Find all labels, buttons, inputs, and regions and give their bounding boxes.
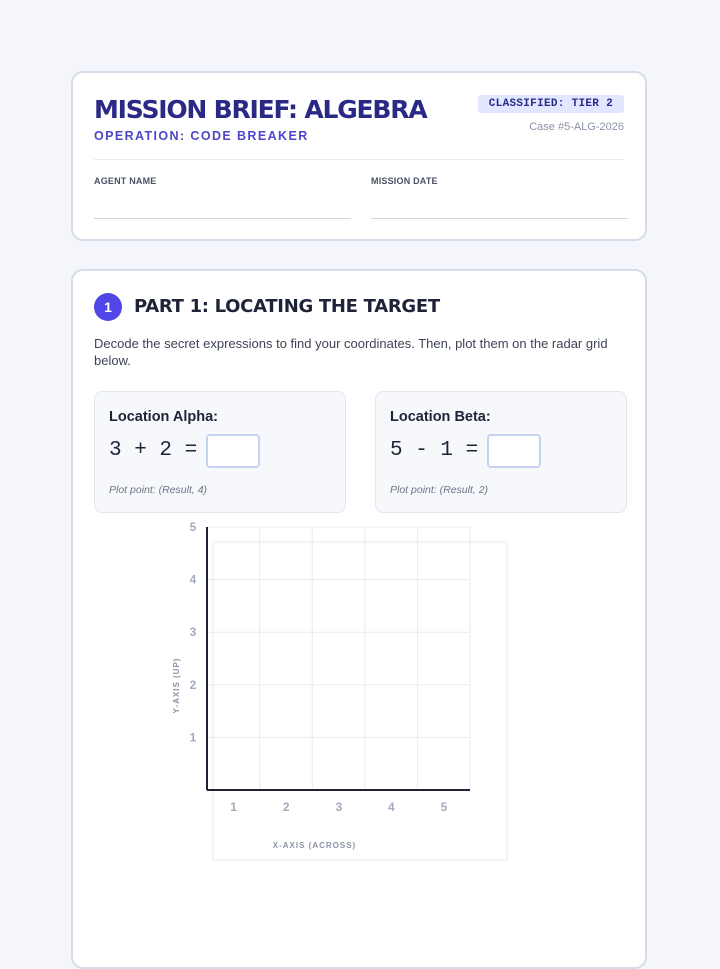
mission-date-label: MISSION DATE — [371, 176, 438, 186]
operation-subtitle: OPERATION: CODE BREAKER — [94, 129, 309, 143]
y-tick-label: 1 — [189, 730, 197, 745]
y-tick-label: 2 — [189, 677, 197, 692]
x-tick-label: 1 — [230, 800, 237, 814]
location-alpha-title: Location Alpha: — [109, 409, 219, 425]
mission-title: MISSION BRIEF: ALGEBRA — [94, 95, 427, 124]
mission-date-field[interactable] — [371, 218, 628, 219]
y-axis-label: Y-AXIS (UP) — [172, 657, 181, 714]
header-divider — [94, 159, 624, 160]
section-title: PART 1: LOCATING THE TARGET — [134, 296, 440, 317]
agent-name-field[interactable] — [94, 218, 351, 219]
chart-frame — [213, 542, 507, 860]
x-axis-label: X-AXIS (ACROSS) — [272, 841, 357, 850]
location-beta-answer-input[interactable] — [487, 434, 541, 468]
section-number-badge: 1 — [94, 293, 122, 321]
location-alpha-answer-input[interactable] — [206, 434, 260, 468]
location-beta-expression: 5 - 1 = — [390, 439, 479, 462]
x-tick-label: 4 — [388, 800, 395, 814]
location-beta-box — [375, 391, 627, 513]
location-alpha-expression: 3 + 2 = — [109, 439, 198, 462]
mission-header-card — [71, 71, 647, 241]
x-tick-label: 2 — [282, 800, 290, 814]
y-tick-label: 3 — [189, 625, 197, 640]
section-instructions: Decode the secret expressions to find your coordinates. Then, plot them on the radar grid below. — [94, 336, 608, 368]
y-tick-labels — [190, 520, 197, 744]
location-beta-title: Location Beta: — [390, 409, 491, 425]
x-tick-label: 5 — [440, 800, 448, 814]
location-alpha-hint: Plot point: (Result, 4) — [109, 484, 208, 496]
location-alpha-box — [94, 391, 346, 513]
case-number: Case #5-ALG-2026 — [529, 121, 624, 133]
part1-section-card — [71, 269, 647, 969]
x-tick-label: 3 — [335, 800, 343, 814]
y-tick-label: 4 — [189, 572, 197, 587]
location-beta-hint: Plot point: (Result, 2) — [390, 484, 489, 496]
radar-grid-chart[interactable] — [167, 503, 527, 863]
classification-badge: CLASSIFIED: TIER 2 — [478, 95, 624, 113]
agent-name-label: AGENT NAME — [94, 176, 157, 186]
y-tick-label: 5 — [189, 520, 197, 534]
